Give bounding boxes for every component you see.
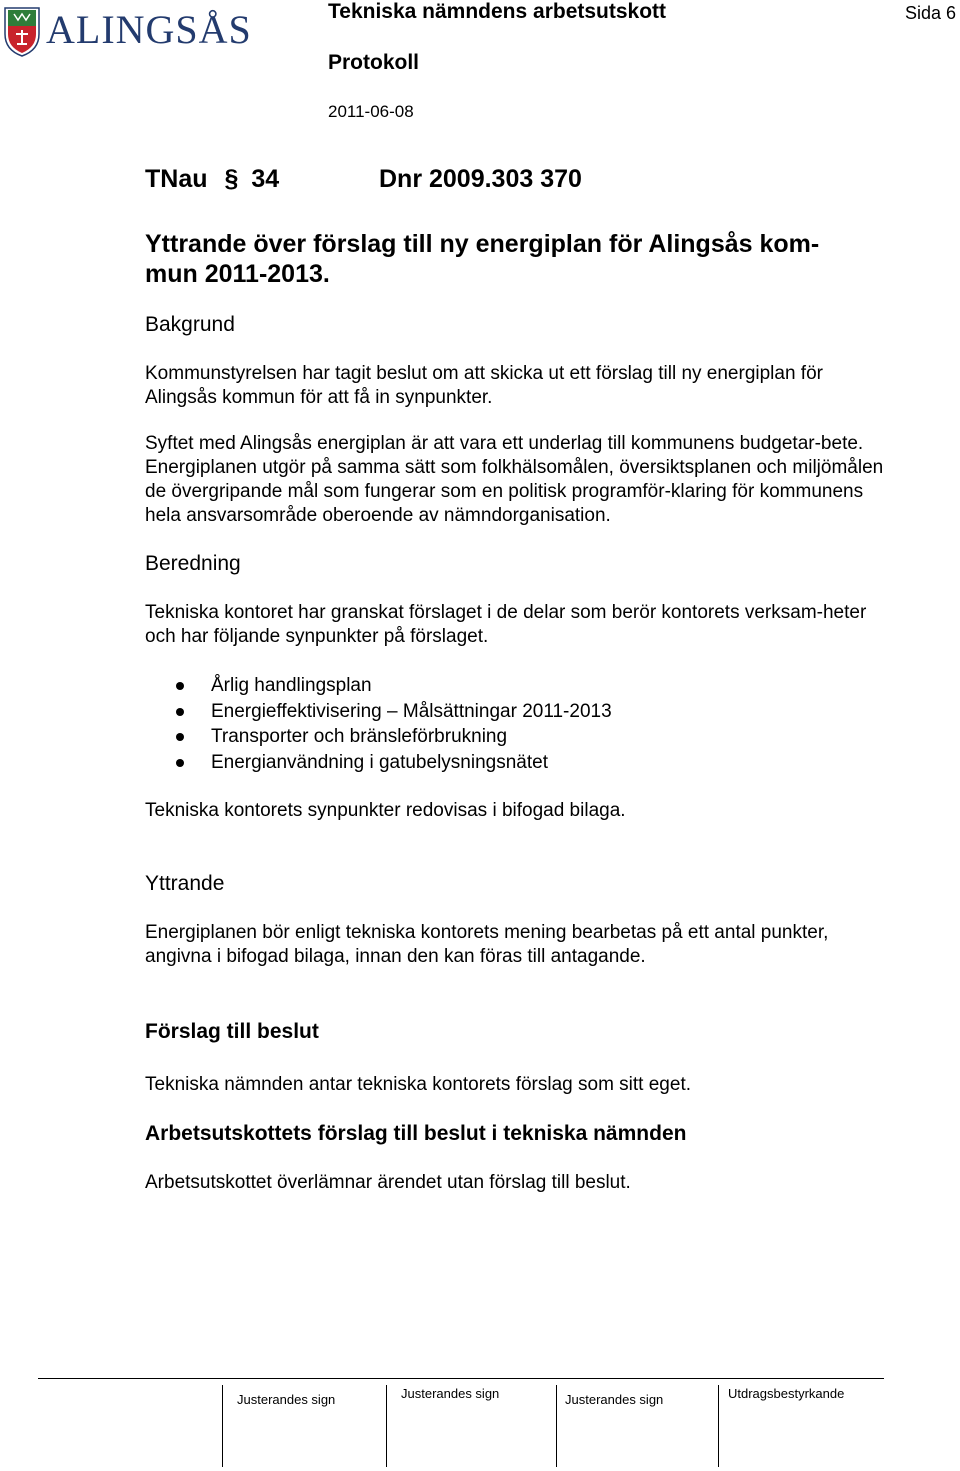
paragraph-bakgrund-1: Kommunstyrelsen har tagit beslut om att skicka ut ett förslag till ny energiplan för Alingsås kommun för att få in synpunkter. bbox=[145, 363, 823, 408]
heading-arbetsutskottet: Arbetsutskottets förslag till beslut i tekniska nämnden bbox=[145, 1122, 687, 1145]
coat-of-arms-icon bbox=[2, 4, 42, 58]
paragraph-beredning-1: Tekniska kontoret har granskat förslaget i de delar som berör kontorets verksam-heter och har följande synpunkter på förslaget. bbox=[145, 602, 867, 647]
footer-divider bbox=[386, 1385, 387, 1467]
paragraph-forslag: Tekniska nämnden antar tekniska kontorets förslag som sitt eget. bbox=[145, 1074, 691, 1095]
title-line-2: mun 2011-2013. bbox=[145, 260, 330, 288]
bullet-list bbox=[145, 673, 885, 775]
heading-yttrande: Yttrande bbox=[145, 872, 225, 895]
municipality-logo bbox=[2, 4, 254, 60]
paragraph-reference bbox=[145, 163, 379, 195]
paragraph-arbetsutskottet: Arbetsutskottet överlämnar ärendet utan förslag till beslut. bbox=[145, 1172, 631, 1193]
paragraph-bakgrund-2: Syftet med Alingsås energiplan är att vara ett underlag till kommunens budgetar-bete. Energiplanen utgör på samma sätt som folkhälsomålen, översiktsplanen och miljömålen de övergripande mål som fungerar som en politisk programför-klaring för kommunens hela ansvarsområde oberoende av nämndorganisation. bbox=[145, 433, 884, 526]
logo-wordmark: ALINGSÅS bbox=[46, 7, 252, 52]
list-item: Årlig handlingsplan bbox=[145, 673, 885, 699]
footer-divider bbox=[556, 1385, 557, 1467]
certification-field: Utdragsbestyrkande bbox=[728, 1386, 845, 1401]
paragraph-beredning-2: Tekniska kontorets synpunkter redovisas i bifogad bilaga. bbox=[145, 800, 626, 821]
committee-name: Tekniska nämndens arbetsutskott bbox=[328, 0, 667, 23]
heading-beredning: Beredning bbox=[145, 552, 241, 575]
document-type: Protokoll bbox=[328, 51, 420, 74]
list-item: Energieffektivisering – Målsättningar 2011-2013 bbox=[145, 699, 885, 725]
document-body bbox=[145, 163, 885, 1195]
signature-field-2: Justerandes sign bbox=[401, 1386, 500, 1401]
paragraph-yttrande: Energiplanen bör enligt tekniska kontorets mening bearbetas på ett antal punkter, angivna i bifogad bilaga, innan den kan föras till antagande. bbox=[145, 922, 829, 967]
case-reference bbox=[145, 163, 885, 195]
heading-forslag: Förslag till beslut bbox=[145, 1020, 319, 1043]
diary-number: Dnr 2009.303 370 bbox=[379, 165, 582, 193]
paragraph-number: 34 bbox=[251, 165, 280, 193]
signature-field-3: Justerandes sign bbox=[565, 1392, 664, 1407]
case-prefix: TNau bbox=[145, 165, 208, 193]
title-line-1: Yttrande över förslag till ny energiplan för Alingsås kom- bbox=[145, 230, 820, 258]
list-item: Energianvändning i gatubelysningsnätet bbox=[145, 750, 885, 776]
page-number: Sida 6 bbox=[905, 3, 957, 23]
signature-field-1: Justerandes sign bbox=[237, 1392, 336, 1407]
list-item: Transporter och bränsleförbrukning bbox=[145, 724, 885, 750]
heading-bakgrund: Bakgrund bbox=[145, 313, 235, 336]
footer-divider bbox=[718, 1385, 719, 1467]
page-title bbox=[145, 229, 885, 289]
footer-divider bbox=[222, 1385, 223, 1467]
document-date: 2011-06-08 bbox=[328, 102, 414, 121]
paragraph-sign: § bbox=[224, 165, 239, 193]
footer-rule bbox=[38, 1378, 884, 1379]
